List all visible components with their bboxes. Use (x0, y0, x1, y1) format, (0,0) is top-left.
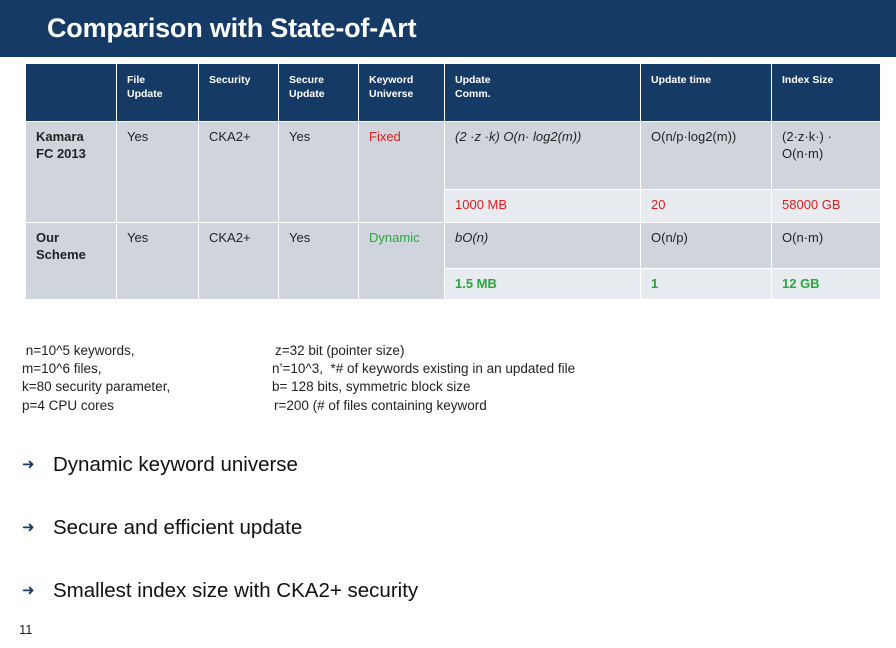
table-row-kamara (26, 122, 881, 190)
cell-ours-concrete-comm: 1.5 MB (445, 269, 641, 300)
bullet-text: Smallest index size with CKA2+ security (53, 579, 419, 602)
param-left-3: p=4 CPU cores (22, 398, 114, 413)
arrow-right-icon: ➜ (22, 519, 35, 536)
page-number: 11 (19, 622, 33, 637)
cell-ours-concrete-time: 1 (641, 269, 772, 300)
header-update-time: Update time (641, 64, 772, 122)
header-file-update: File Update (117, 64, 199, 122)
header-cell-empty (26, 64, 117, 122)
param-right-2: b= 128 bits, symmetric block size (272, 379, 471, 394)
param-left-0: n=10^5 keywords, (22, 343, 135, 358)
param-right-0: z=32 bit (pointer size) (275, 343, 405, 358)
cell-ours-update-comm: bO(n) (445, 223, 641, 269)
cell-kamara-concrete-index: 58000 GB (772, 190, 881, 223)
param-right-3: r=200 (# of files containing keyword (274, 398, 487, 413)
scheme-name-kamara: Kamara FC 2013 (26, 122, 117, 223)
cell-ours-index-size: O(n·m) (772, 223, 881, 269)
cell-ours-secure-update: Yes (279, 223, 359, 300)
bullet-item (22, 579, 418, 603)
arrow-right-icon: ➜ (22, 456, 35, 473)
bullet-item (22, 453, 298, 477)
cell-ours-update-time: O(n/p) (641, 223, 772, 269)
cell-kamara-security: CKA2+ (199, 122, 279, 223)
scheme-name-ours: Our Scheme (26, 223, 117, 300)
header-index-size: Index Size (772, 64, 881, 122)
table-header-row (26, 64, 881, 122)
cell-kamara-file-update: Yes (117, 122, 199, 223)
bullet-text: Dynamic keyword universe (53, 453, 298, 476)
cell-kamara-update-comm: (2 ·z ·k) O(n· log2(m)) (445, 122, 641, 190)
cell-ours-file-update: Yes (117, 223, 199, 300)
cell-kamara-index-size: (2·z·k·) · O(n·m) (772, 122, 881, 190)
comparison-table (25, 63, 881, 300)
cell-ours-concrete-index: 12 GB (772, 269, 881, 300)
cell-kamara-update-time: O(n/p·log2(m)) (641, 122, 772, 190)
header-update-comm: Update Comm. (445, 64, 641, 122)
table-row-ours (26, 223, 881, 269)
header-keyword-universe: Keyword Universe (359, 64, 445, 122)
cell-kamara-concrete-time: 20 (641, 190, 772, 223)
param-left-1: m=10^6 files, (22, 361, 102, 376)
slide-title: Comparison with State-of-Art (47, 13, 417, 43)
cell-ours-keyword-universe: Dynamic (359, 223, 445, 300)
cell-kamara-secure-update: Yes (279, 122, 359, 223)
cell-ours-security: CKA2+ (199, 223, 279, 300)
header-security: Security (199, 64, 279, 122)
bullet-text: Secure and efficient update (53, 516, 303, 539)
bullet-item (22, 516, 302, 540)
arrow-right-icon: ➜ (22, 582, 35, 599)
param-right-1: n’=10^3, *# of keywords existing in an updated file (272, 361, 576, 376)
param-left-2: k=80 security parameter, (22, 379, 171, 394)
cell-kamara-concrete-comm: 1000 MB (445, 190, 641, 223)
header-secure-update: Secure Update (279, 64, 359, 122)
cell-kamara-keyword-universe: Fixed (359, 122, 445, 223)
